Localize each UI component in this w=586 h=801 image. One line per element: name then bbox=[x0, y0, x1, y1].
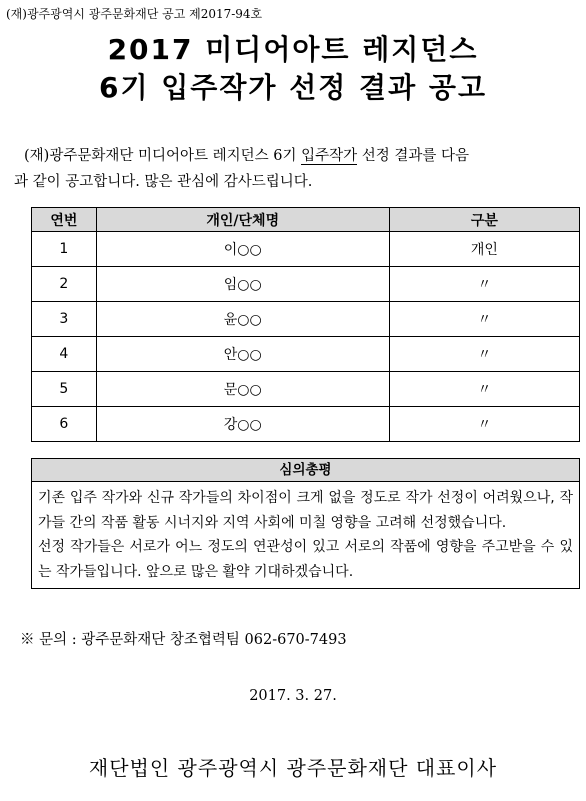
cell-type: 〃 bbox=[389, 372, 579, 407]
header-name: 개인/단체명 bbox=[96, 208, 389, 232]
review-heading: 심의총평 bbox=[32, 459, 579, 482]
intro-text-post: 선정 결과를 다음 bbox=[357, 148, 470, 164]
cell-name: 강○○ bbox=[96, 407, 389, 442]
page-title: 2017 미디어아트 레지던스 bbox=[107, 33, 479, 66]
contact-info: ※ 문의 : 광주문화재단 창조협력팀 062-670-7493 bbox=[20, 632, 347, 648]
intro-line-1 bbox=[24, 143, 586, 169]
selection-results-table bbox=[31, 207, 580, 442]
review-body bbox=[32, 482, 579, 588]
intro-text-pre: (재)광주문화재단 미디어아트 레지던스 6기 bbox=[24, 148, 302, 164]
table-row bbox=[32, 337, 580, 372]
header-type: 구분 bbox=[389, 208, 579, 232]
cell-number: 4 bbox=[32, 337, 97, 372]
table-row bbox=[32, 372, 580, 407]
cell-number: 1 bbox=[32, 232, 97, 267]
cell-type: 개인 bbox=[389, 232, 579, 267]
cell-name: 이○○ bbox=[96, 232, 389, 267]
table-row bbox=[32, 232, 580, 267]
cell-name: 윤○○ bbox=[96, 302, 389, 337]
cell-type: 〃 bbox=[389, 267, 579, 302]
table-row bbox=[32, 302, 580, 337]
cell-name: 임○○ bbox=[96, 267, 389, 302]
table-header-row bbox=[32, 208, 580, 232]
intro-line-2: 과 같이 공고합니다. 많은 관심에 감사드립니다. bbox=[14, 174, 313, 190]
cell-name: 문○○ bbox=[96, 372, 389, 407]
notice-number: (재)광주광역시 광주문화재단 공고 제2017-94호 bbox=[6, 7, 263, 21]
cell-number: 3 bbox=[32, 302, 97, 337]
cell-type: 〃 bbox=[389, 407, 579, 442]
intro-text-underlined: 입주작가 bbox=[301, 148, 358, 164]
review-box bbox=[31, 458, 580, 589]
table-row bbox=[32, 407, 580, 442]
cell-number: 5 bbox=[32, 372, 97, 407]
signer: 재단법인 광주광역시 광주문화재단 대표이사 bbox=[88, 756, 498, 780]
cell-name: 안○○ bbox=[96, 337, 389, 372]
cell-number: 2 bbox=[32, 267, 97, 302]
table-row bbox=[32, 267, 580, 302]
header-number: 연번 bbox=[32, 208, 97, 232]
cell-number: 6 bbox=[32, 407, 97, 442]
notice-date: 2017. 3. 27. bbox=[249, 688, 337, 704]
cell-type: 〃 bbox=[389, 302, 579, 337]
cell-type: 〃 bbox=[389, 337, 579, 372]
page-subtitle: 6기 입주작가 선정 결과 공고 bbox=[98, 71, 487, 104]
review-paragraph-2: 선정 작가들은 서로가 어느 정도의 연관성이 있고 서로의 작품에 영향을 주고받을 수 있는 작가들입니다. 앞으로 많은 활약 기대하겠습니다. bbox=[38, 539, 573, 580]
review-paragraph-1: 기존 입주 작가와 신규 작가들의 차이점이 크게 없을 정도로 작가 선정이 어려웠으나, 작가들 간의 작품 활동 시너지와 지역 사회에 미칠 영향을 고려해 선정했습니다. bbox=[38, 490, 573, 531]
